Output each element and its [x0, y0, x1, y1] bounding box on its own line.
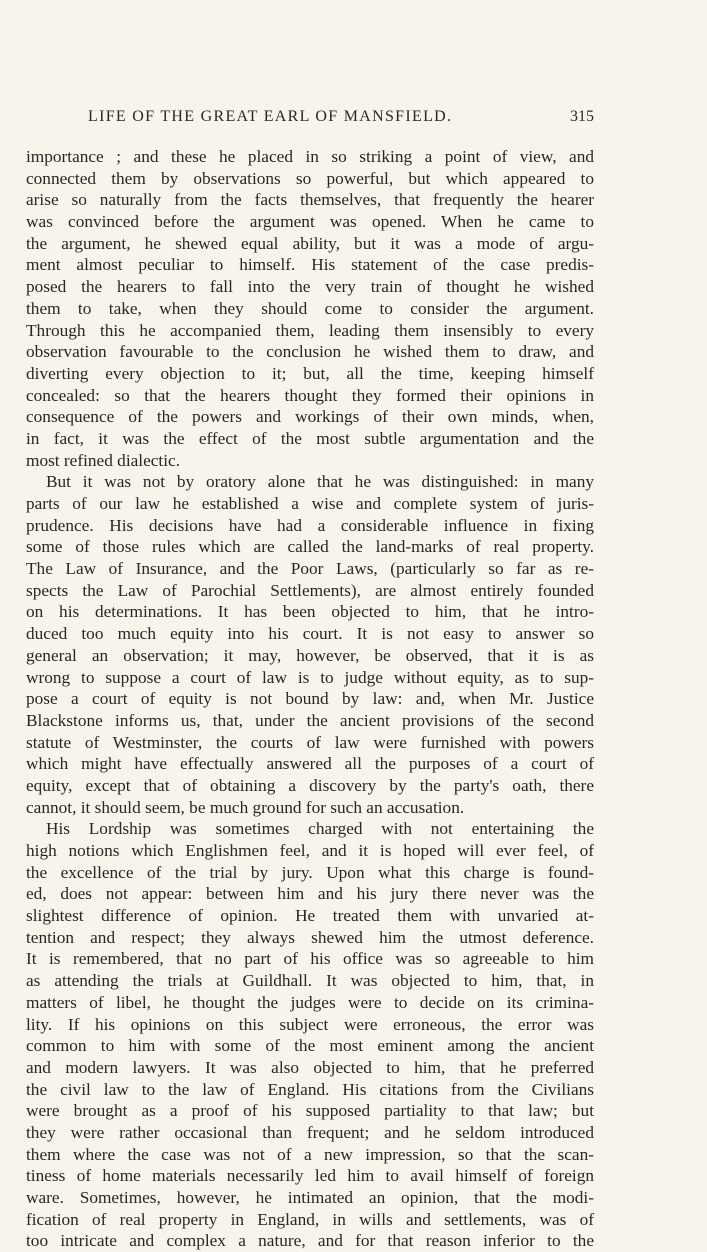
text-line: some of those rules which are called the land-marks of real property.	[26, 537, 594, 557]
text-line: pose a court of equity is not bound by law: and, when Mr. Justice	[26, 689, 594, 709]
text-line: wrong to suppose a court of law is to judge without equity, as to sup-	[26, 667, 594, 687]
text-line: on his determinations. It has been objected to him, that he intro-	[26, 602, 594, 622]
text-line: parts of our law he established a wise and complete system of juris-	[26, 494, 594, 513]
text-line: the excellence of the trial by jury. Upon what this charge is found-	[26, 862, 594, 882]
text-line: prudence. His decisions have had a considerable influence in fixing	[26, 515, 594, 535]
text-line: duced too much equity into his court. It is not easy to answer so	[26, 624, 594, 644]
text-line: common to him with some of the most eminent among the ancient	[26, 1036, 594, 1056]
text-line: and modern lawyers. It was also objected to him, that he preferred	[26, 1057, 594, 1077]
text-line: His Lordship was sometimes charged with not entertaining the	[46, 819, 594, 839]
text-line: matters of libel, he thought the judges were to decide on its crimina-	[26, 992, 594, 1012]
text-line: them to take, when they should come to consider the argument.	[26, 298, 594, 318]
running-head-title: LIFE OF THE GREAT EARL OF MANSFIELD.	[88, 108, 453, 125]
text-line: as attending the trials at Guildhall. It was objected to him, that, in	[26, 971, 594, 991]
text-line: statute of Westminster, the courts of law were furnished with powers	[26, 732, 594, 752]
text-line: the argument, he shewed equal ability, but it was a mode of argu-	[26, 233, 594, 253]
text-line: slightest difference of opinion. He treated them with unvaried at-	[26, 906, 594, 926]
text-line: consequence of the powers and workings of their own minds, when,	[26, 407, 594, 427]
text-line: It is remembered, that no part of his office was so agreeable to him	[26, 949, 594, 969]
body-text	[26, 146, 594, 1252]
text-line: which might have effectually answered all the purposes of a court of	[26, 754, 594, 774]
text-line: importance ; and these he placed in so striking a point of view, and	[26, 147, 594, 166]
text-line: posed the hearers to fall into the very train of thought he wished	[26, 277, 594, 297]
text-line: cannot, it should seem, be much ground for such an accusation.	[26, 797, 465, 817]
text-line: lity. If his opinions on this subject were erroneous, the error was	[26, 1014, 594, 1034]
text-line: high notions which Englishmen feel, and it is hoped will ever feel, of	[26, 841, 594, 860]
text-line: general an observation; it may, however, be observed, that it is as	[26, 645, 594, 665]
page-number: 315	[570, 108, 594, 125]
text-line: spects the Law of Parochial Settlements), are almost entirely founded	[26, 580, 594, 600]
text-line: fication of real property in England, in wills and settlements, was of	[26, 1209, 594, 1229]
text-line: diverting every objection to it; but, all the time, keeping himself	[26, 363, 594, 383]
text-line: ed, does not appear: between him and his jury there never was the	[26, 884, 594, 904]
text-line: were brought as a proof of his supposed partiality to that law; but	[26, 1101, 594, 1121]
text-line: observation favourable to the conclusion he wished them to draw, and	[26, 342, 594, 362]
running-head	[88, 108, 594, 132]
text-line: most refined dialectic.	[26, 450, 181, 470]
text-line: concealed: so that the hearers thought they formed their opinions in	[26, 385, 594, 405]
text-line: they were rather occasional than frequent; and he seldom introduced	[26, 1122, 594, 1142]
text-line: equity, except that of obtaining a discovery by the party's oath, there	[26, 775, 594, 795]
text-line: too intricate and complex a nature, and for that reason inferior to the	[26, 1231, 594, 1251]
text-line: was convinced before the argument was opened. When he came to	[26, 212, 594, 232]
text-line: in fact, it was the effect of the most subtle argumentation and the	[26, 428, 594, 448]
text-line: ment almost peculiar to himself. His statement of the case predis-	[26, 255, 594, 275]
text-line: Through this he accompanied them, leading them insensibly to every	[26, 320, 594, 340]
text-line: them where the case was not of a new impression, so that the scan-	[26, 1144, 594, 1164]
text-line: The Law of Insurance, and the Poor Laws, (particularly so far as re-	[26, 559, 594, 579]
text-line: ware. Sometimes, however, he intimated an opinion, that the modi-	[26, 1188, 594, 1207]
text-line: connected them by observations so powerful, but which appeared to	[26, 168, 594, 188]
text-line: But it was not by oratory alone that he was distinguished: in many	[46, 472, 594, 492]
text-line: tiness of home materials necessarily led him to avail himself of foreign	[26, 1166, 594, 1186]
text-line: Blackstone informs us, that, under the ancient provisions of the second	[26, 710, 594, 730]
text-line: the civil law to the law of England. His citations from the Civilians	[26, 1079, 594, 1099]
text-line: tention and respect; they always shewed him the utmost deference.	[26, 927, 594, 947]
text-line: arise so naturally from the facts themselves, that frequently the hearer	[26, 190, 594, 210]
